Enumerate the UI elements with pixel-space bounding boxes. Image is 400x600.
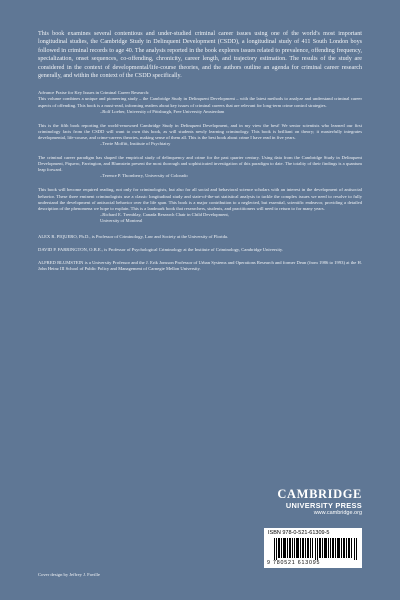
- publisher-logo: [258, 488, 362, 517]
- author-bios: [38, 234, 362, 272]
- praise-attribution: –Terrie Moffitt, Institute of Psychiatry: [100, 141, 171, 146]
- barcode-number: 9 780521 613095: [267, 560, 321, 566]
- praise-quote: The criminal career paradigm has shaped the empirical study of delinquency and crime for the past quarter century. Using data from the Cambridge Study in Delinquent Development, Piquero, Farrington, and Blumstein present the most thorough and sophisticated investigation of this paradigm to date. The totality of their findings is a quantum leap forward.: [38, 155, 362, 173]
- author-bio: ALEX R. PIQUERO, Ph.D., is Professor of Criminology, Law and Society at the University of Florida.: [38, 234, 229, 240]
- praise-attribution-affiliation: University of Montreal: [100, 217, 143, 223]
- publisher-subtitle: UNIVERSITY PRESS: [285, 501, 362, 510]
- praise-quote: This is the fifth book reporting the world-renowned Cambridge Study in Delinquent Development, and in my view the best! We senior scientists who learned our first criminology facts from the CSDD will want to own this book, as will students newly learning criminology. This book is brilliant on theory; it masterfully integrates developmental, life-course, and crime-careers theories, making sense of them all. This is the best book about crime I have read in five years.: [38, 122, 362, 140]
- praise-block: [38, 96, 362, 224]
- book-description: This book examines several contentious and under-studied criminal career issues using one of the world's most important longitudinal studies, the Cambridge Study in Delinquent Development (CSDD), a longitudinal study of 411 South London boys followed in criminal records to age 40. The analysis reported in the book explores issues related to prevalence, offending frequency, specialization, onset sequences, co-offending, chronicity, career length, and trajectory estimation. The results of the study are considered in the context of developmental/life-course theories, and the authors outline an agenda for criminal career research generally, and within the context of the CSDD specifically.: [38, 31, 362, 80]
- praise-attribution: –Rolf Loeber, University of Pittsburgh, Free University Amsterdam: [100, 108, 225, 114]
- author-bio: DAVID P. FARRINGTON, O.B.E., is Professor of Psychological Criminology at the Institute of Criminology, Cambridge University.: [38, 247, 284, 253]
- barcode-icon: [274, 538, 358, 560]
- praise-attribution: –Richard E. Tremblay, Canada Research Chair in Child Development,: [100, 211, 229, 217]
- cover-credit: Cover design by Jeffrey J. Faville: [38, 572, 100, 577]
- publisher-name: CAMBRIDGE: [277, 487, 362, 501]
- author-bio: ALFRED BLUMSTEIN is a University Professor and the J. Erik Jonsson Professor of Urban Systems and Operations Research and former Dean (from 1986 to 1993) at the H. John Heinz III School of Public Policy and Management of Carnegie Mellon University.: [38, 260, 362, 272]
- isbn-label: ISBN 978-0-521-61309-5: [268, 530, 330, 536]
- praise-attribution: –Terence P. Thornberry, University of Colorado: [100, 173, 188, 179]
- praise-quote: This book will become required reading, not only for criminologists, but also for all social and behavioral science scholars with an interest in the development of antisocial behavior. These three eminent criminologists use a classic longitudinal study and state-of-the-art statistical analysis to tackle the complex issues we need to resolve to fully understand the development of antisocial behavior over the life span. This book is a major contribution to a neglected, but essential, scientific endeavor, providing a detailed description of the phenomena we hope to explain. This is a landmark book that researchers, students, and practitioners will need to return to for many years.: [38, 187, 362, 211]
- publisher-url: www.cambridge.org: [313, 510, 362, 516]
- praise-quote: This volume combines a unique and pioneering study – the Cambridge Study in Delinquent Development – with the latest methods to analyze and understand criminal career aspects of offending. This book is a must-read, informing readers about key issues of criminal careers that are relevant for long-term crime control strategies.: [38, 96, 362, 108]
- advance-praise-heading: Advance Praise for Key Issues in Criminal Career Research:: [38, 90, 150, 96]
- barcode-panel: [264, 528, 362, 568]
